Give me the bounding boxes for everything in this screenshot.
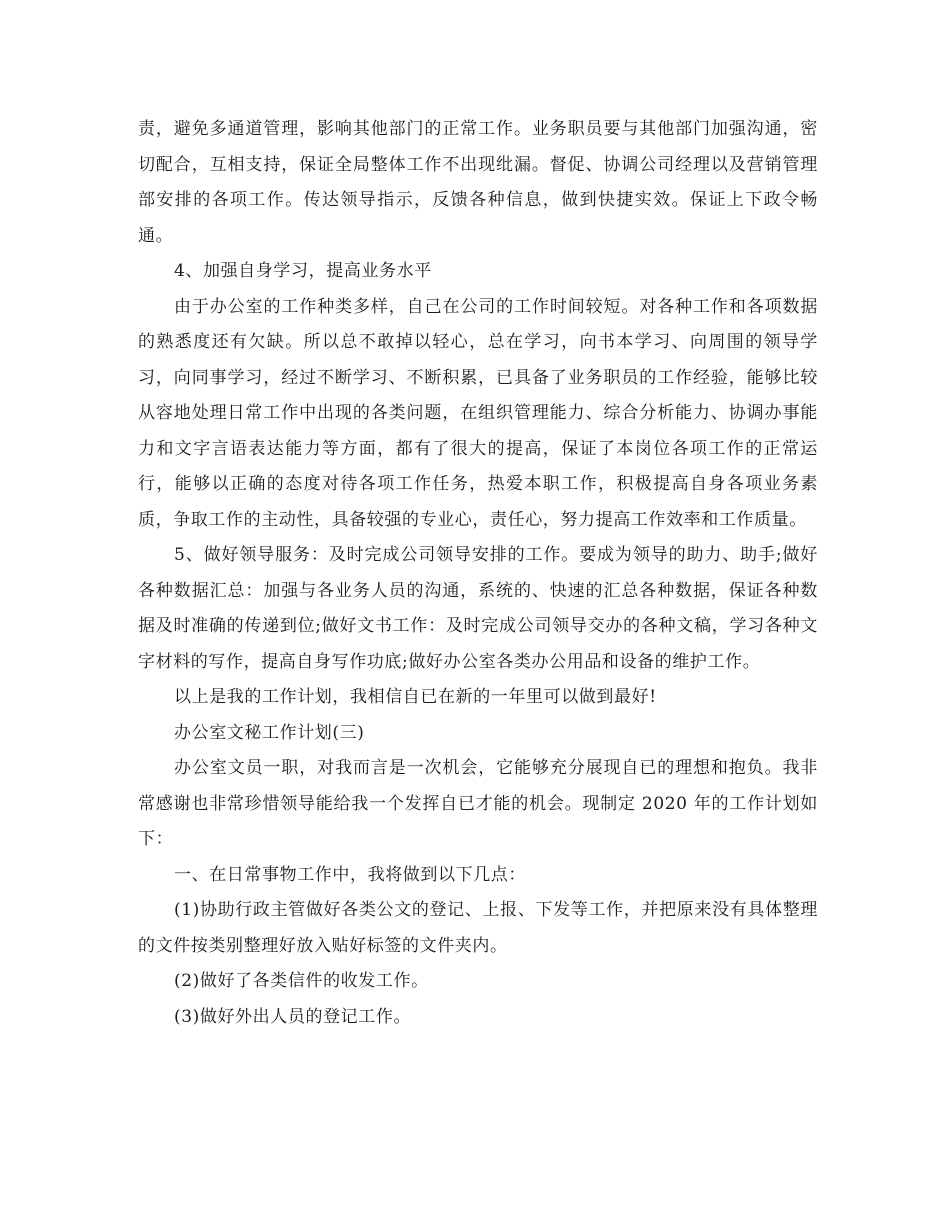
list-item: (3)做好外出人员的登记工作。 bbox=[174, 1006, 412, 1027]
document-subtitle: 办公室文秘工作计划(三) bbox=[174, 722, 365, 743]
list-item: (2)做好了各类信件的收发工作。 bbox=[174, 971, 429, 991]
document-body bbox=[138, 112, 818, 1035]
list-heading: 一、在日常事物工作中，我将做到以下几点： bbox=[174, 864, 526, 885]
paragraph-intro: 办公室文员一职，对我而言是一次机会，它能够充分展现自已的理想和抱负。我非常感谢也非常珍惜领导能给我一个发挥自已才能的机会。现制定 2020 年的工作计划如下： bbox=[138, 758, 818, 849]
list-item: (1)协助行政主管做好各类公文的登记、上报、下发等工作，并把原来没有具体整理的文件按类别整理好放入贴好标签的文件夹内。 bbox=[138, 900, 818, 956]
paragraph-continuation: 责，避免多通道管理，影响其他部门的正常工作。业务职员要与其他部门加强沟通，密切配合，互相支持，保证全局整体工作不出现纰漏。督促、协调公司经理以及营销管理部安排的各项工作。传达领导指示，反馈各种信息，做到快捷实效。保证上下政令畅通。 bbox=[138, 119, 818, 246]
paragraph-conclusion: 以上是我的工作计划，我相信自已在新的一年里可以做到最好! bbox=[174, 687, 657, 707]
section-heading-4: 4、加强自身学习，提高业务水平 bbox=[174, 261, 432, 281]
paragraph-self-study: 由于办公室的工作种类多样，自己在公司的工作时间较短。对各种工作和各项数据的熟悉度还有欠缺。所以总不敢掉以轻心，总在学习，向书本学习、向周围的领导学习，向同事学习，经过不断学习、不断积累，已具备了业务职员的工作经验，能够比较从容地处理日常工作中出现的各类问题，在组织管理能力、综合分析能力、协调办事能力和文字言语表达能力等方面，都有了很大的提高，保证了本岗位各项工作的正常运行，能够以正确的态度对待各项工作任务，热爱本职工作，积极提高自身各项业务素质，争取工作的主动性，具备较强的专业心，责任心，努力提高工作效率和工作质量。 bbox=[138, 296, 818, 530]
section-heading-5: 5、做好领导服务：及时完成公司领导安排的工作。要成为领导的助力、助手;做好各种数据汇总：加强与各业务人员的沟通，系统的、快速的汇总各种数据，保证各种数据及时准确的传递到位;做好文书工作：及时完成公司领导交办的各种文稿，学习各种文字材料的写作，提高自身写作功底;做好办公室各类办公用品和设备的维护工作。 bbox=[138, 545, 818, 672]
